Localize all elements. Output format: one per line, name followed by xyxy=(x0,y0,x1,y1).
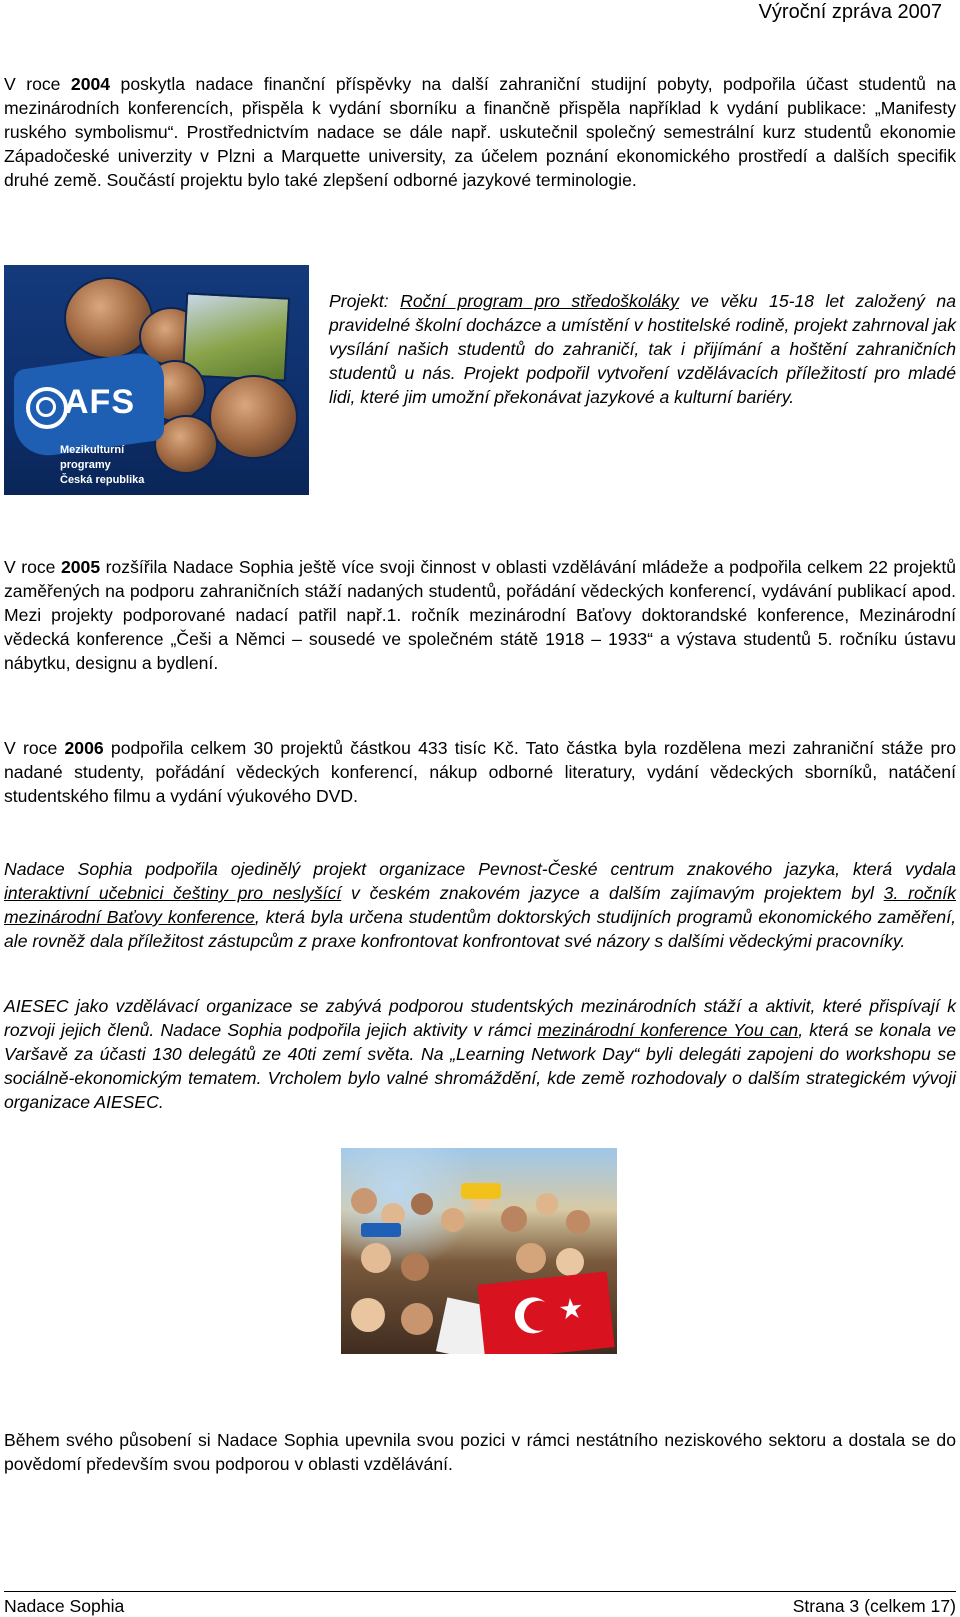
link-you-can[interactable]: mezinárodní konference You can xyxy=(537,1020,799,1040)
student-photo xyxy=(209,375,298,459)
afs-caption xyxy=(60,443,144,488)
caption-line: Česká republika xyxy=(60,474,145,486)
afs-image xyxy=(4,265,309,495)
person xyxy=(501,1206,527,1232)
page-header-title: Výroční zpráva 2007 xyxy=(758,1,942,23)
link-batovy-konference[interactable]: 3. ročník mezinárodní Baťovy konference xyxy=(4,883,956,927)
paragraph-aiesec xyxy=(4,994,956,1114)
text: , která byla určena studentům doktorských studijních programů ekonomického zaměření, ale rovněž dala příležitost zástupcům z praxe konfrontovat konfrontovat své názory s dalšími vědeckými pracovníky. xyxy=(4,907,956,951)
paragraph-2005 xyxy=(4,555,956,675)
text: AIESEC jako vzdělávací organizace se zabývá podporou studentských mezinárodních stáží a aktivit, které přispívají k rozvoji jejich členů. Nadace Sophia podpořila jejich aktivity v rámci xyxy=(4,996,956,1040)
text: podpořila celkem 30 projektů částkou 433 tisíc Kč. Tato částka byla rozdělena mezi zahraniční stáže pro nadané studenty, pořádání vědeckých konferencí, nákup odborné literatury, vydání vědeckých sborníků, natáčení studentského filmu a vydání výukového DVD. xyxy=(4,738,956,806)
text: V roce xyxy=(4,557,61,577)
person xyxy=(516,1243,546,1273)
text: rozšířila Nadace Sophia ještě více svoji činnost v oblasti vzdělávání mládeže a podpořila celkem 22 projektů zaměřených na podporu zahraničních stáží nadaných studentů, pořádání vědeckých konferencí, vydávání publikací apod. Mezi projekty podporované nadací patřil např.1. ročník mezinárodní Baťovy doktorandské konference, Mezinárodní vědecká konference „Češi a Němci – sousedé ve společném státě 1918 – 1933“ a výstava studentů 5. ročníku ústavu nábytku, designu a bydlení. xyxy=(4,557,956,673)
afs-knot-icon xyxy=(26,387,68,429)
paragraph-afs-project xyxy=(329,289,956,409)
afs-logo: AFS xyxy=(64,383,135,421)
flag-blue xyxy=(361,1223,401,1237)
person xyxy=(401,1253,429,1281)
person xyxy=(411,1193,433,1215)
caption-line: Mezikulturní xyxy=(60,444,125,456)
text: ve věku 15-18 let založený na pravidelné školní docházce a umístění v hostitelské rodině, projekt zahrnoval jak vysílání našich studentů do zahraničí, tak i přijímání a hoštění zahraničních studentů u nás. Projekt podpořil vytvoření vzdělávacích příležitostí pro mladé lidi, které jim umožní překonávat jazykové a kulturní bariéry. xyxy=(329,291,956,407)
text: Nadace Sophia podpořila ojedinělý projekt organizace Pevnost-České centrum znakového jazyka, která vydala xyxy=(4,859,956,879)
year-2004: 2004 xyxy=(70,74,111,94)
footer-divider xyxy=(4,1591,956,1592)
paragraph-pevnost xyxy=(4,857,956,953)
text: Projekt: xyxy=(329,291,401,311)
aiesec-conference-photo xyxy=(341,1148,617,1354)
crescent-icon xyxy=(513,1296,553,1336)
student-photo xyxy=(64,277,153,359)
text: , která se konala ve Varšavě za účasti 130 delegátů ze 40ti zemí světa. Na „Learning Network Day“ byli delegáti zapojeni do workshopu se sociálně-ekonomickým tematem. Vrcholem bylo valné shromáždění, kde země rozhodovaly o dalším strategickém vývoji organizace AIESEC. xyxy=(4,1020,956,1112)
person xyxy=(361,1243,391,1273)
turkish-flag xyxy=(477,1271,614,1354)
footer-page-number: Strana 3 (celkem 17) xyxy=(792,1596,956,1616)
student-photo xyxy=(182,292,290,381)
person xyxy=(351,1298,385,1332)
person xyxy=(401,1303,433,1335)
person xyxy=(566,1210,590,1234)
text: poskytla nadace finanční příspěvky na další zahraniční studijní pobyty, podpořila účast studentů na mezinárodních konferencích, přispěla k vydání sborníku a finančně přispěla například k vydání publikace: „Manifesty ruského symbolismu“. Prostřednictvím nadace se dále např. uskutečnil společný semestrální kurz studentů ekonomie Západočeské univerzity v Plzni a Marquette university, za účelem poznání ekonomického prostředí a dalších specifik druhé země. Součástí projektu bylo také zlepšení odborné jazykové terminologie. xyxy=(4,74,956,190)
paragraph-closing: Během svého působení si Nadace Sophia upevnila svou pozici v rámci nestátního neziskového sektoru a dostala se do povědomí především svou podporou v oblasti vzdělávání. xyxy=(4,1430,956,1474)
flag-yellow xyxy=(461,1183,501,1199)
text: V roce xyxy=(4,74,71,94)
link-rocni-program[interactable]: Roční program pro středoškoláky xyxy=(400,291,679,311)
person xyxy=(556,1248,584,1276)
paragraph-2006 xyxy=(4,736,956,808)
year-2005: 2005 xyxy=(60,557,101,577)
person xyxy=(351,1188,377,1214)
caption-line: programy xyxy=(60,459,111,471)
person xyxy=(441,1208,465,1232)
year-2006: 2006 xyxy=(64,738,104,758)
star-icon: ★ xyxy=(556,1292,586,1326)
footer-organization: Nadace Sophia xyxy=(4,1596,125,1616)
text: V roce xyxy=(4,738,65,758)
text: v českém znakovém jazyce a dalším zajímavým projektem byl xyxy=(341,883,884,903)
paragraph-2004 xyxy=(4,72,956,192)
link-ucebnice[interactable]: interaktivní učebnici češtiny pro neslyšící xyxy=(4,883,342,903)
person xyxy=(536,1193,558,1215)
